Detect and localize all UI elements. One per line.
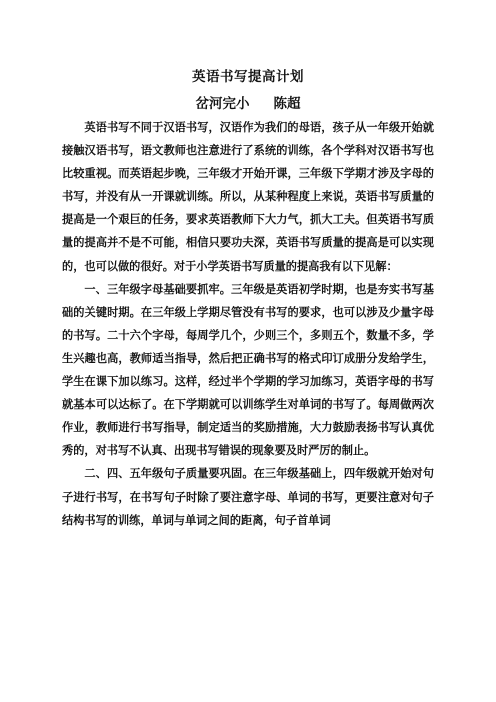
document-body: [62, 116, 434, 532]
paragraph-intro: 英语书写不同于汉语书写，汉语作为我们的母语，孩子从一年级开始就接触汉语书写，语文教师也注意进行了系统的训练，各个学科对汉语书写也比较重视。而英语起步晚，三年级才开始开课，三年级下学期才涉及字母的书写，并没有从一开课就训练。所以，从某种程度上来说，英语书写质量的提高是一个艰巨的任务，要求英语教师下大力气，抓大工夫。但英语书写质量的提高并不是不可能，相信只要功夫深，英语书写质量的提高是可以实现的，也可以做的很好。对于小学英语书写质量的提高我有以下见解：: [62, 120, 434, 273]
document-byline: [0, 92, 496, 112]
paragraph-grade-three: 一、三年级字母基础要抓牢。三年级是英语初学时期，也是夯实书写基础的关键时期。在三年级上学期尽管没有书写的要求，也可以涉及少量字母的书写。二十六个字母，每周学几个，少则三个，多则五个，数量不多，学生兴趣也高，教师适当指导，然后把正确书写的格式印订成册分发给学生，学生在课下加以练习。这样，经过半个学期的学习加练习，英语字母的书写就基本可以达标了。在下学期就可以训练学生对单词的书写了。每周做两次作业，教师进行书写指导，制定适当的奖励措施，大力鼓励表扬书写认真优秀的，对书写不认真、出现书写错误的现象要及时严厉的制止。: [62, 281, 434, 458]
author-name: 陈超: [273, 96, 301, 112]
document-title: 英语书写提高计划: [192, 69, 304, 85]
school-name: 岔河完小: [195, 96, 250, 112]
paragraph-grade-four-five: 二、四、五年级句子质量要巩固。在三年级基础上，四年级就开始对句子进行书写，在书写句子时除了要注意字母、单词的书写，更要注意对句子结构书写的训练，单词与单词之间的距离，句子首单词: [62, 466, 434, 527]
